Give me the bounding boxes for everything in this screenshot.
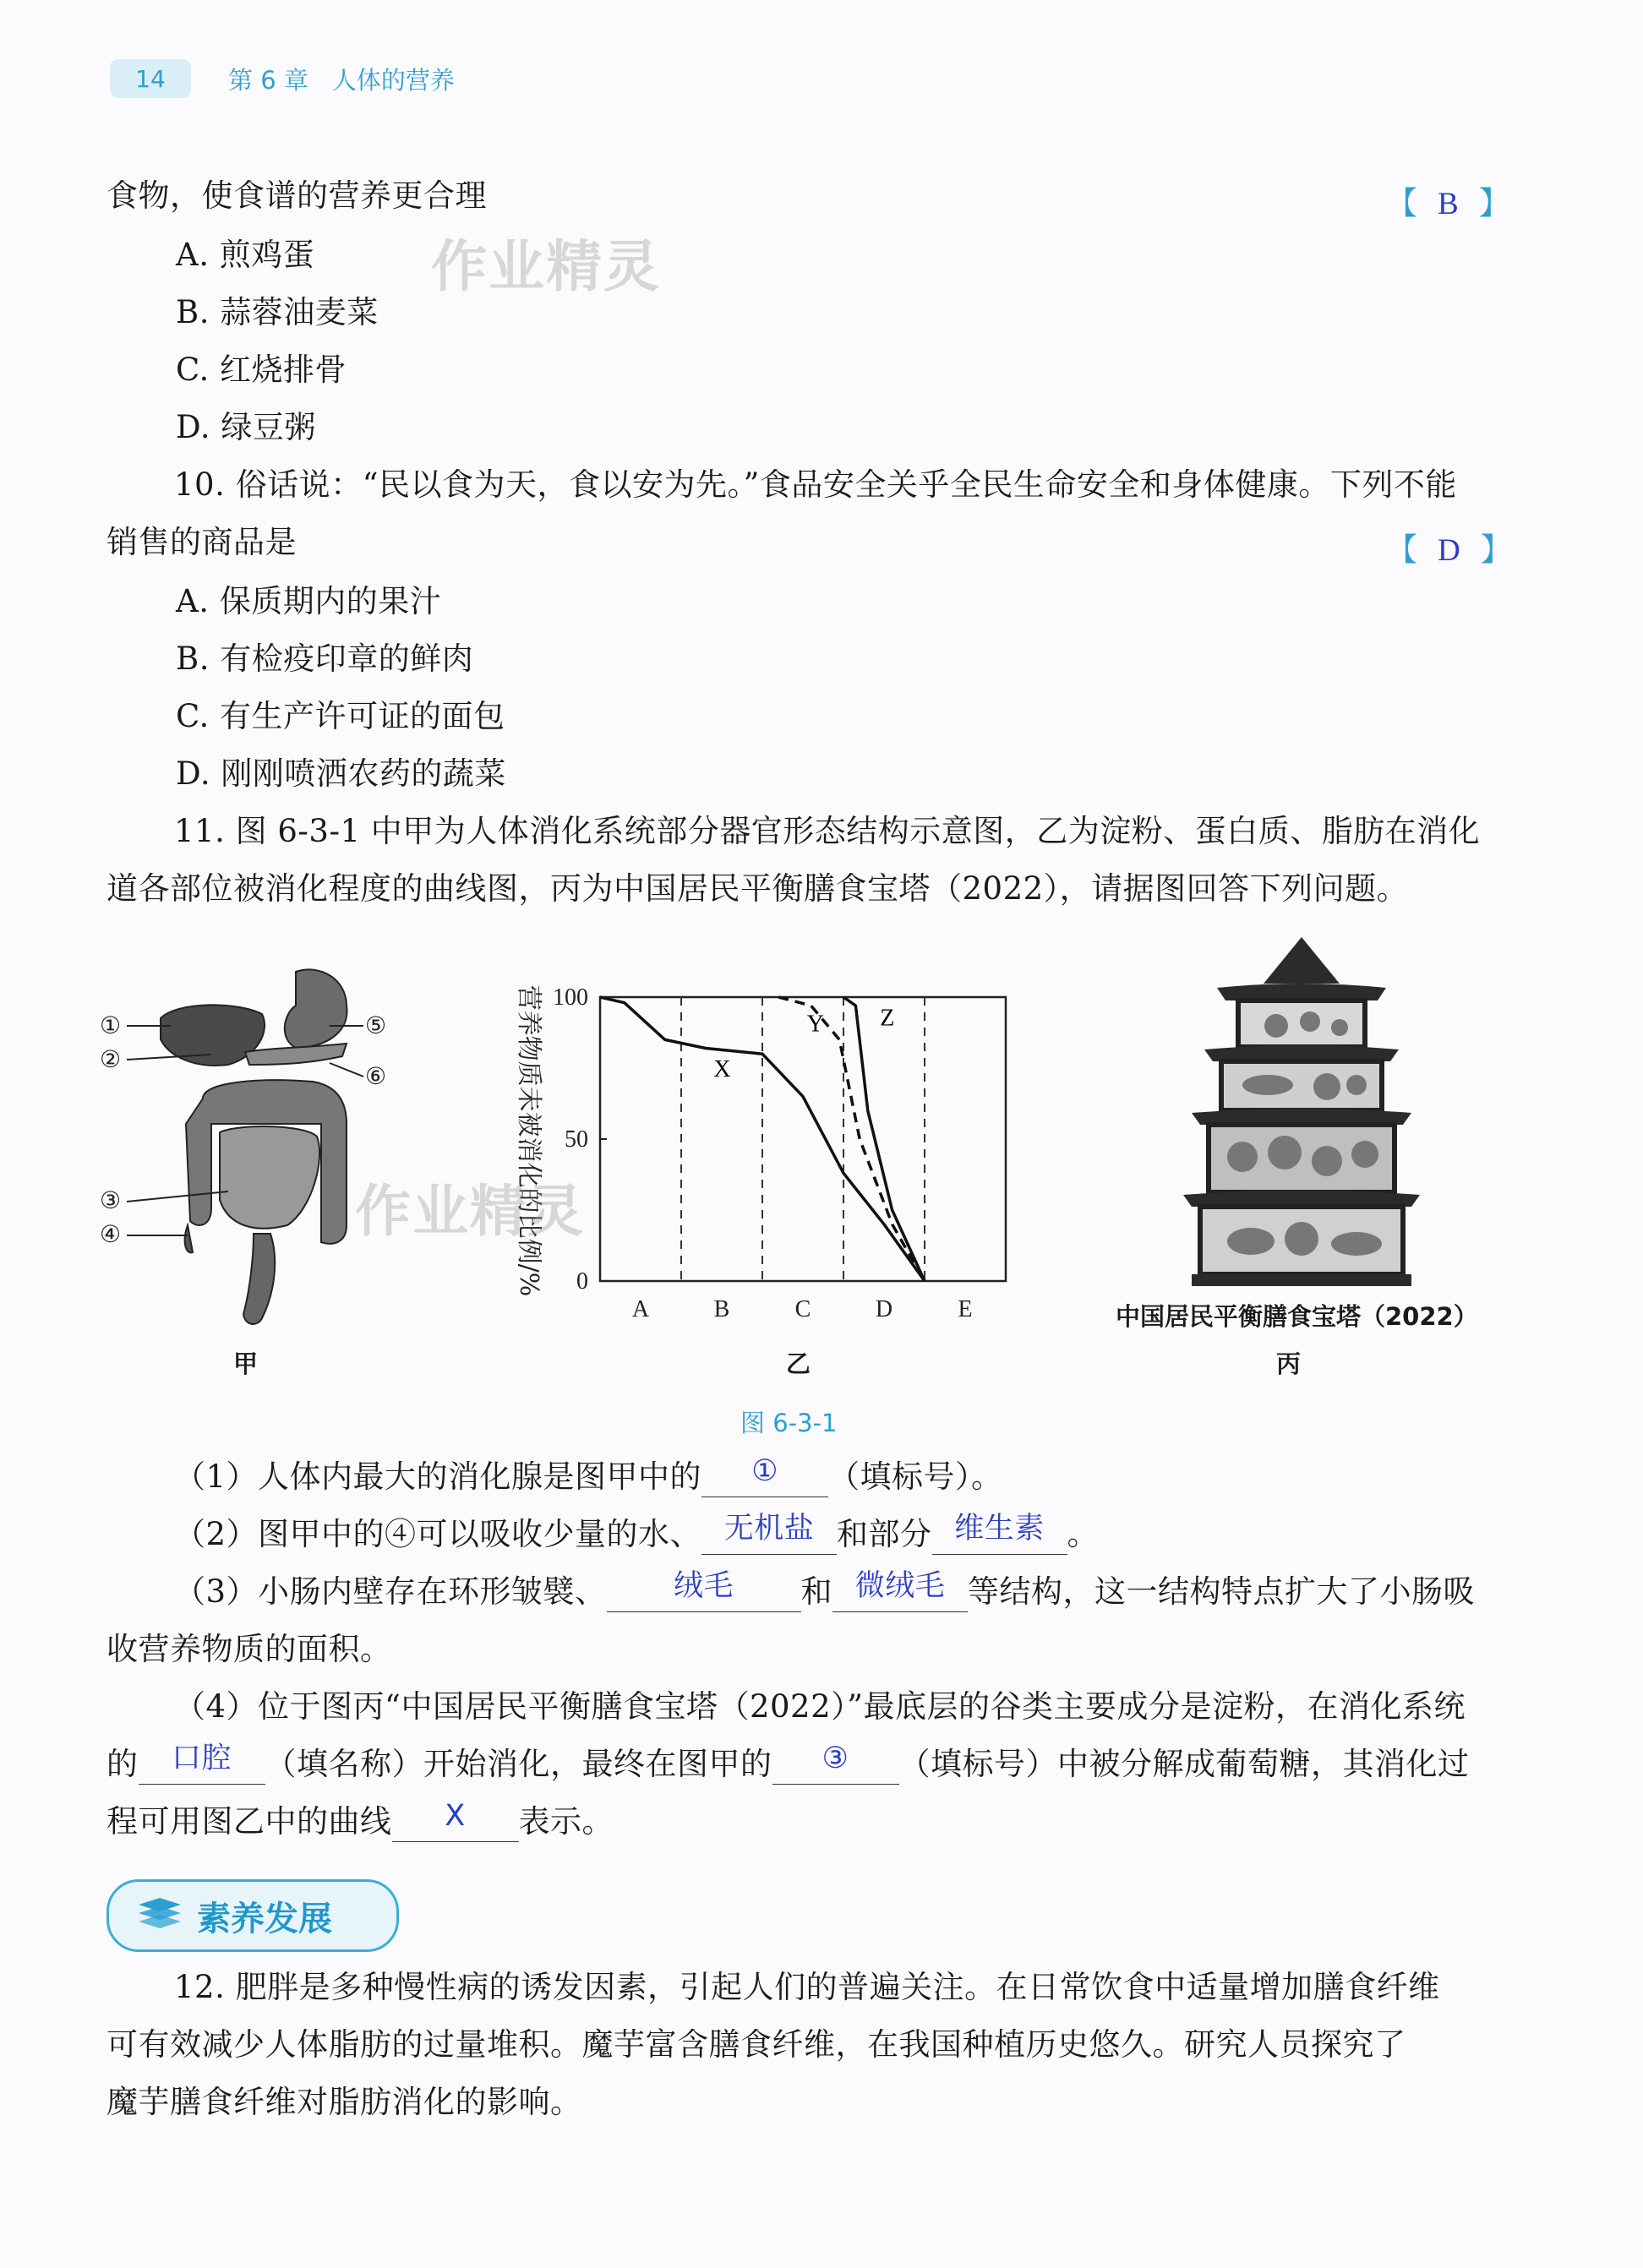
q11-p4-blank-3 [392, 1799, 519, 1842]
chapter-number: 第 6 章 [228, 65, 308, 95]
figure-yi-label: 乙 [786, 1349, 811, 1378]
marker-2: ② [100, 1045, 122, 1073]
q11-p4-text-f: 表示。 [518, 1803, 614, 1840]
q10-option-a: A. 保质期内的果汁 [176, 583, 442, 619]
chart-plot-frame [600, 997, 1006, 1281]
marker-3: ③ [100, 1186, 122, 1214]
q11-p2-blank-2 [932, 1512, 1067, 1555]
q11-p1-answer: ① [751, 1454, 778, 1488]
watermark-middle: 作业精灵 [355, 1179, 585, 1244]
q11-part-3-cont: 收营养物质的面积。 [106, 1631, 392, 1667]
chart-region-label-B: B [713, 1296, 730, 1322]
q10-option-c: C. 有生产许可证的面包 [176, 698, 505, 734]
q11-p1-text-b: （填标号）。 [828, 1458, 1003, 1495]
q11-part-4: （4）位于图丙“中国居民平衡膳食宝塔（2022）”最底层的谷类主要成分是淀粉，在消化系统 [174, 1688, 1466, 1725]
q10-answer: D [1438, 533, 1460, 568]
watermark-top: 作业精灵 [431, 234, 661, 299]
q9-option-b: B. 蒜蓉油麦菜 [176, 294, 379, 330]
q11-p3-blank-2 [832, 1569, 968, 1612]
q11-p4-blank-1 [139, 1742, 265, 1785]
q11-part-4-line-3 [106, 1799, 614, 1842]
q12-stem-3: 魔芋膳食纤维对脂肪消化的影响。 [106, 2084, 582, 2120]
figure-bing-label: 丙 [1276, 1349, 1302, 1378]
q11-p2-text-a: （2）图甲中的④可以吸收少量的水、 [174, 1516, 702, 1552]
chart-region-label-D: D [875, 1296, 893, 1322]
appendix [185, 1225, 193, 1252]
q11-p3-text-b: 和 [800, 1573, 833, 1610]
rectum [243, 1234, 275, 1324]
chapter-heading [228, 62, 478, 96]
figure-jia-label: 甲 [233, 1349, 259, 1378]
q11-p2-answer-2: 维生素 [954, 1512, 1045, 1546]
chart-region-label-E: E [958, 1296, 973, 1322]
q12-stem-1: 12. 肥胖是多种慢性病的诱发因素，引起人们的普遍关注。在日常饮食中适量增加膳食纤维 [174, 1969, 1440, 2005]
marker-4: ④ [100, 1220, 122, 1248]
q11-p4-blank-2 [772, 1742, 899, 1785]
chart-series-Y-label: Y [806, 1011, 825, 1038]
q11-p4-text-b: 的 [106, 1746, 139, 1782]
q11-part-4-line-2 [106, 1742, 1470, 1785]
q10-stem-2: 销售的商品是 [106, 524, 297, 560]
q11-stem-2: 道各部位被消化程度的曲线图，丙为中国居民平衡膳食宝塔（2022），请据图回答下列问题。 [106, 870, 1409, 907]
chart-y-tick-50: 50 [565, 1126, 588, 1153]
q11-p3-blank-1 [607, 1569, 801, 1612]
marker-6: ⑥ [365, 1062, 387, 1090]
q11-p3-answer-1: 绒毛 [674, 1569, 734, 1603]
q11-p2-text-c: 。 [1067, 1516, 1100, 1552]
chart-series-Z-label: Z [880, 1005, 895, 1032]
chart-series-Y-line [778, 997, 925, 1281]
q9-answer: B [1438, 187, 1459, 221]
figure-caption: 图 6-3-1 [740, 1409, 838, 1437]
q11-p4-text-d: （填标号）中被分解成葡萄糖，其消化过 [898, 1746, 1470, 1782]
q10-stem-1: 10. 俗话说：“民以食为天，食以安为先。”食品安全关乎全民生命安全和身体健康。下列不能 [174, 466, 1457, 503]
pagoda-roof [1264, 937, 1340, 984]
q9-answer-bracket: 【 B 】 [1386, 185, 1510, 221]
page-number: 14 [110, 59, 191, 98]
q11-part-2 [174, 1512, 1100, 1555]
q11-p2-answer-1: 无机盐 [723, 1512, 815, 1546]
marker-1: ① [100, 1011, 122, 1039]
q9-stem: 食物，使食谱的营养更合理 [106, 177, 487, 214]
chapter-title: 人体的营养 [331, 65, 455, 95]
chart-series-X-label: X [713, 1056, 731, 1083]
food-pagoda-illustration [1183, 933, 1420, 1305]
digestive-system-illustration [93, 955, 448, 1360]
q11-p4-answer-1: 口腔 [171, 1742, 232, 1775]
marker-5: ⑤ [365, 1011, 387, 1039]
q11-p4-answer-2: ③ [822, 1742, 849, 1775]
section-banner [106, 1879, 399, 1952]
chart-y-tick-100: 100 [553, 984, 588, 1011]
pancreas [245, 1044, 347, 1065]
books-icon [134, 1895, 185, 1937]
q11-p3-text-a: （3）小肠内壁存在环形皱襞、 [174, 1573, 607, 1610]
chart-region-label-C: C [794, 1296, 811, 1322]
q11-p3-answer-2: 微绒毛 [854, 1569, 946, 1603]
q12-stem-2: 可有效减少人体脂肪的过量堆积。魔芋富含膳食纤维，在我国种植历史悠久。研究人员探究了 [106, 2026, 1406, 2063]
q11-stem-1: 11. 图 6-3-1 中甲为人体消化系统部分器官形态结构示意图，乙为淀粉、蛋白质、脂肪在消化 [174, 813, 1481, 849]
q11-p4-text-c: （填名称）开始消化，最终在图甲的 [265, 1746, 772, 1782]
q9-option-c: C. 红烧排骨 [176, 352, 347, 388]
q10-option-d: D. 刚刚喷洒农药的蔬菜 [176, 755, 506, 792]
digestion-curve-chart [490, 972, 1031, 1327]
q11-part-3 [174, 1569, 1476, 1612]
chart-series-Z-line [843, 997, 925, 1281]
q9-option-a: A. 煎鸡蛋 [176, 237, 315, 273]
q11-part-1 [174, 1454, 1003, 1497]
chart-region-label-A: A [631, 1296, 650, 1322]
q11-p1-blank [701, 1454, 828, 1497]
pagoda-base [1192, 1274, 1411, 1286]
pagoda-title: 中国居民平衡膳食宝塔（2022） [1116, 1302, 1478, 1331]
q9-option-d: D. 绿豆粥 [176, 409, 316, 445]
q11-p3-text-c: 等结构，这一结构特点扩大了小肠吸 [968, 1573, 1476, 1610]
section-title: 素养发展 [197, 1899, 332, 1938]
q10-answer-bracket: 【 D 】 [1386, 532, 1512, 568]
chart-y-tick-0: 0 [576, 1268, 588, 1295]
q11-p2-blank-1 [701, 1512, 837, 1555]
q11-p2-text-b: 和部分 [837, 1516, 932, 1552]
small-intestine [220, 1126, 319, 1229]
stomach [285, 969, 347, 1048]
chart-y-axis-label: 营养物质未被消化的比例/% [514, 984, 543, 1297]
q10-option-b: B. 有检疫印章的鲜肉 [176, 641, 474, 677]
q11-p4-answer-3: X [445, 1799, 466, 1833]
q11-p1-text-a: （1）人体内最大的消化腺是图甲中的 [174, 1458, 702, 1495]
page-header [110, 59, 478, 98]
q11-p4-text-e: 程可用图乙中的曲线 [106, 1803, 392, 1840]
